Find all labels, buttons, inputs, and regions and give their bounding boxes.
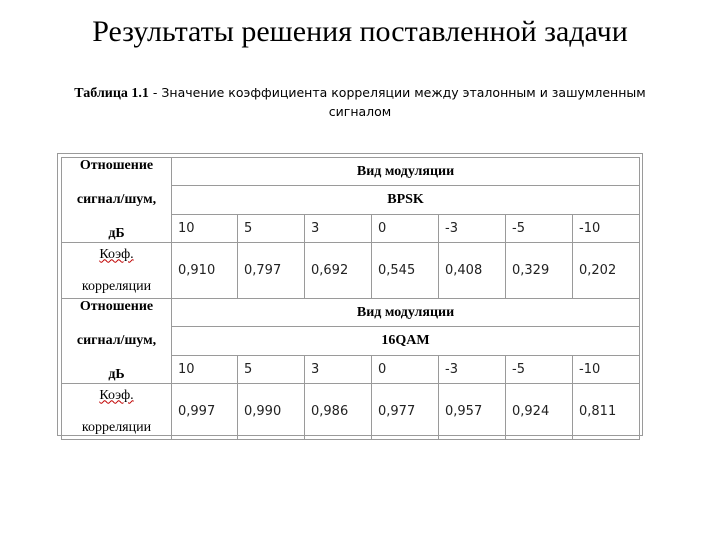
correlation-value: 0,329 bbox=[506, 243, 573, 299]
snr-value: 5 bbox=[238, 355, 305, 383]
table-row bbox=[62, 243, 640, 299]
snr-value: -10 bbox=[573, 214, 640, 242]
correlation-value: 0,924 bbox=[506, 384, 573, 440]
snr-value: 0 bbox=[372, 214, 439, 242]
snr-label-cell bbox=[62, 299, 172, 384]
coef-label-line: Коэф. bbox=[99, 246, 134, 262]
coef-label-line: корреляции bbox=[81, 419, 152, 435]
correlation-value: 0,408 bbox=[439, 243, 506, 299]
snr-label-line: дБ bbox=[108, 226, 125, 241]
snr-value: -5 bbox=[506, 214, 573, 242]
coef-label-line: корреляции bbox=[81, 278, 152, 294]
modulation-name: 16QAM bbox=[172, 327, 640, 355]
table-caption bbox=[40, 84, 680, 121]
modulation-header: Вид модуляции bbox=[172, 299, 640, 327]
correlation-value: 0,797 bbox=[238, 243, 305, 299]
snr-label-line: Отношение bbox=[79, 299, 154, 314]
snr-label-line: дЬ bbox=[108, 367, 125, 382]
snr-value: -10 bbox=[573, 355, 640, 383]
snr-value: 0 bbox=[372, 355, 439, 383]
modulation-name: BPSK bbox=[172, 186, 640, 214]
coef-label-cell bbox=[62, 384, 172, 440]
snr-label-line: Отношение bbox=[79, 158, 154, 173]
snr-value: 5 bbox=[238, 214, 305, 242]
correlation-value: 0,692 bbox=[305, 243, 372, 299]
modulation-header: Вид модуляции bbox=[172, 158, 640, 186]
correlation-value: 0,202 bbox=[573, 243, 640, 299]
correlation-value: 0,957 bbox=[439, 384, 506, 440]
table-caption-line2: сигналом bbox=[328, 104, 392, 119]
snr-label-cell bbox=[62, 158, 172, 243]
table-caption-number: Таблица 1.1 bbox=[74, 86, 149, 101]
correlation-value: 0,811 bbox=[573, 384, 640, 440]
correlation-value: 0,990 bbox=[238, 384, 305, 440]
snr-value: 3 bbox=[305, 355, 372, 383]
table-row bbox=[62, 299, 640, 327]
snr-value: 10 bbox=[172, 355, 238, 383]
results-table bbox=[61, 157, 640, 440]
snr-value: -5 bbox=[506, 355, 573, 383]
table-row bbox=[62, 384, 640, 440]
correlation-value: 0,986 bbox=[305, 384, 372, 440]
coef-label-line: Коэф. bbox=[99, 387, 134, 403]
correlation-value: 0,977 bbox=[372, 384, 439, 440]
snr-value: -3 bbox=[439, 214, 506, 242]
correlation-value: 0,545 bbox=[372, 243, 439, 299]
snr-value: 3 bbox=[305, 214, 372, 242]
snr-label-line: сигнал/шум, bbox=[76, 333, 157, 348]
snr-label-line: сигнал/шум, bbox=[76, 192, 157, 207]
table-caption-text: - Значение коэффициента корреляции между эталонным и зашумленным bbox=[148, 85, 646, 100]
snr-value: -3 bbox=[439, 355, 506, 383]
coef-label-cell bbox=[62, 243, 172, 299]
correlation-value: 0,910 bbox=[172, 243, 238, 299]
correlation-value: 0,997 bbox=[172, 384, 238, 440]
slide-title: Результаты решения поставленной задачи bbox=[92, 15, 628, 48]
table-row bbox=[62, 158, 640, 186]
snr-value: 10 bbox=[172, 214, 238, 242]
